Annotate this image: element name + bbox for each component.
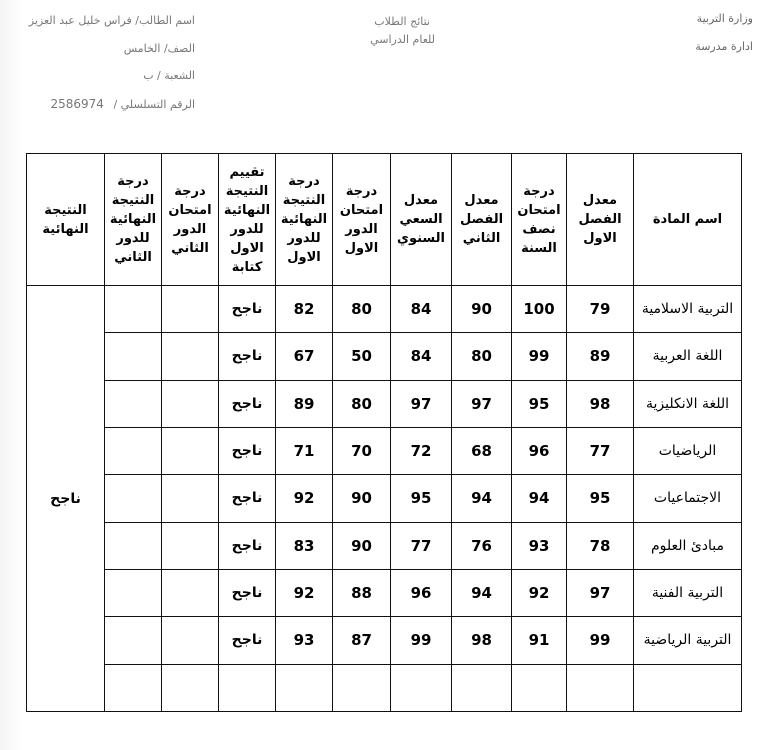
final1-cell: 93 (276, 617, 333, 664)
annual-cell: 95 (391, 475, 452, 522)
subject-cell: التربية الاسلامية (634, 286, 742, 333)
academic-year-label: للعام الدراسي (370, 33, 435, 46)
col-midyear-exam: درجة امتحان نصف السنة (512, 154, 567, 286)
exam1-cell: 88 (333, 569, 391, 616)
table-row (27, 522, 742, 569)
final2-cell (105, 522, 162, 569)
exam2-cell (162, 617, 219, 664)
midyear-cell: 93 (512, 522, 567, 569)
final2-cell (105, 475, 162, 522)
final1-cell: 67 (276, 333, 333, 380)
exam1-cell: 90 (333, 522, 391, 569)
exam1-cell: 90 (333, 475, 391, 522)
eval1-cell: ناجح (219, 427, 276, 474)
midyear-cell: 100 (512, 286, 567, 333)
term2-cell: 94 (452, 475, 512, 522)
term1-cell: 77 (567, 427, 634, 474)
table-row (27, 286, 742, 333)
col-exam-round2: درجة امتحان الدور الثاني (162, 154, 219, 286)
subject-cell: الاجتماعيات (634, 475, 742, 522)
col-annual-avg: معدل السعي السنوي (391, 154, 452, 286)
term2-cell: 97 (452, 380, 512, 427)
exam1-cell (333, 664, 391, 711)
final2-cell (105, 380, 162, 427)
table-row (27, 380, 742, 427)
midyear-cell: 99 (512, 333, 567, 380)
final1-cell: 83 (276, 522, 333, 569)
term2-cell: 80 (452, 333, 512, 380)
subject-cell (634, 664, 742, 711)
term2-cell: 76 (452, 522, 512, 569)
col-term1-avg: معدل الفصل الاول (567, 154, 634, 286)
exam2-cell (162, 286, 219, 333)
table-row (27, 617, 742, 664)
term1-cell: 89 (567, 333, 634, 380)
results-title: نتائج الطلاب (374, 15, 430, 28)
annual-cell: 96 (391, 569, 452, 616)
term2-cell: 68 (452, 427, 512, 474)
term1-cell: 99 (567, 617, 634, 664)
term1-cell: 78 (567, 522, 634, 569)
term1-cell (567, 664, 634, 711)
term2-cell: 98 (452, 617, 512, 664)
exam2-cell (162, 427, 219, 474)
eval1-cell: ناجح (219, 475, 276, 522)
col-final-round1: درجة النتيجة النهائية للدور الاول (276, 154, 333, 286)
subject-cell: الرياضيات (634, 427, 742, 474)
final1-cell: 71 (276, 427, 333, 474)
term2-cell (452, 664, 512, 711)
subject-cell: مبادئ العلوم (634, 522, 742, 569)
subject-cell: التربية الفنية (634, 569, 742, 616)
final-result-cell: ناجح (27, 286, 105, 712)
school-admin-label: ادارة مدرسة (695, 40, 753, 53)
col-final-result: النتيجة النهائية (27, 154, 105, 286)
eval1-cell: ناجح (219, 333, 276, 380)
serial-number (50, 97, 195, 111)
final2-cell (105, 617, 162, 664)
grades-table (26, 153, 742, 712)
exam2-cell (162, 522, 219, 569)
subject-cell: اللغة الانكليزية (634, 380, 742, 427)
table-row (27, 569, 742, 616)
midyear-cell: 94 (512, 475, 567, 522)
exam1-cell: 87 (333, 617, 391, 664)
final1-cell: 92 (276, 475, 333, 522)
final2-cell (105, 427, 162, 474)
col-term2-avg: معدل الفصل الثاني (452, 154, 512, 286)
header-row (27, 154, 742, 286)
subject-cell: التربية الرياضية (634, 617, 742, 664)
midyear-cell: 91 (512, 617, 567, 664)
final1-cell: 92 (276, 569, 333, 616)
final2-cell (105, 286, 162, 333)
col-eval-round1: تقييم النتيجة النهائية للدور الاول كتابة (219, 154, 276, 286)
midyear-cell: 92 (512, 569, 567, 616)
midyear-cell: 96 (512, 427, 567, 474)
annual-cell: 84 (391, 286, 452, 333)
table-row (27, 427, 742, 474)
final2-cell (105, 333, 162, 380)
exam1-cell: 70 (333, 427, 391, 474)
final2-cell (105, 664, 162, 711)
annual-cell: 99 (391, 617, 452, 664)
serial-label: الرقم التسلسلي / (113, 98, 195, 111)
section-label: الشعبة / ب (143, 69, 195, 82)
exam1-cell: 50 (333, 333, 391, 380)
table-row (27, 333, 742, 380)
exam2-cell (162, 569, 219, 616)
term1-cell: 79 (567, 286, 634, 333)
final1-cell: 89 (276, 380, 333, 427)
midyear-cell: 95 (512, 380, 567, 427)
col-subject: اسم المادة (634, 154, 742, 286)
table-row (27, 475, 742, 522)
annual-cell (391, 664, 452, 711)
term1-cell: 98 (567, 380, 634, 427)
exam2-cell (162, 475, 219, 522)
eval1-cell: ناجح (219, 522, 276, 569)
exam2-cell (162, 333, 219, 380)
eval1-cell: ناجح (219, 286, 276, 333)
annual-cell: 97 (391, 380, 452, 427)
final1-cell (276, 664, 333, 711)
annual-cell: 77 (391, 522, 452, 569)
ministry-label: وزارة التربية (696, 12, 753, 25)
col-final-round2: درجة النتيجة النهائية للدور الثاني (105, 154, 162, 286)
grade-label: الصف/ الخامس (123, 42, 195, 55)
exam2-cell (162, 664, 219, 711)
final2-cell (105, 569, 162, 616)
eval1-cell: ناجح (219, 617, 276, 664)
midyear-cell (512, 664, 567, 711)
annual-cell: 84 (391, 333, 452, 380)
final1-cell: 82 (276, 286, 333, 333)
eval1-cell (219, 664, 276, 711)
student-name: اسم الطالب/ فراس خليل عبد العزيز (28, 14, 195, 27)
exam1-cell: 80 (333, 286, 391, 333)
eval1-cell: ناجح (219, 380, 276, 427)
exam2-cell (162, 380, 219, 427)
term1-cell: 97 (567, 569, 634, 616)
serial-value: 2586974 (50, 97, 104, 111)
col-exam-round1: درجة امتحان الدور الاول (333, 154, 391, 286)
table-row-empty (27, 664, 742, 711)
term2-cell: 94 (452, 569, 512, 616)
term2-cell: 90 (452, 286, 512, 333)
subject-cell: اللغة العربية (634, 333, 742, 380)
annual-cell: 72 (391, 427, 452, 474)
eval1-cell: ناجح (219, 569, 276, 616)
term1-cell: 95 (567, 475, 634, 522)
exam1-cell: 80 (333, 380, 391, 427)
page-edge (0, 0, 22, 750)
